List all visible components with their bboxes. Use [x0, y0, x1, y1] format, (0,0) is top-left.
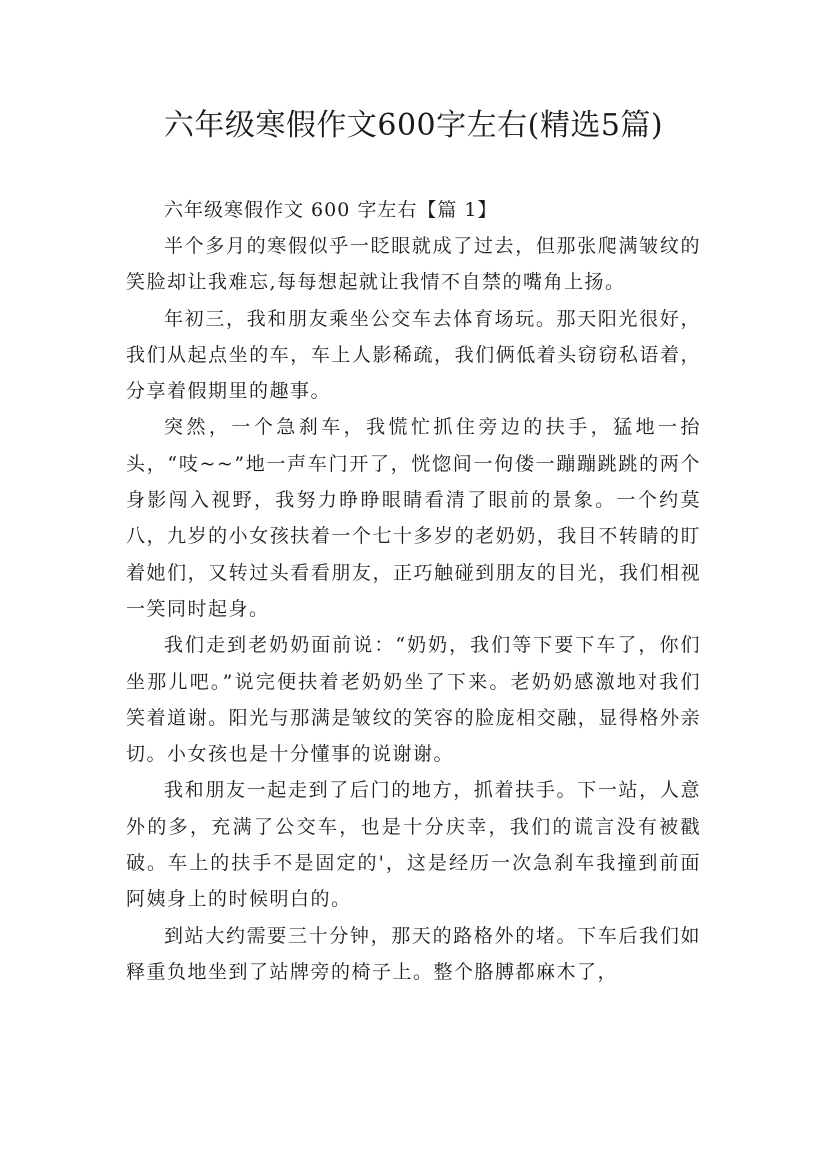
paragraph: 年初三，我和朋友乘坐公交车去体育场玩。那天阳光很好，我们从起点坐的车，车上人影稀疏，我们俩低着头窃窃私语着，分享着假期里的趣事。: [126, 307, 701, 403]
paragraph: 半个多月的寒假似乎一眨眼就成了过去，但那张爬满皱纹的笑脸却让我难忘,每每想起就让我情不自禁的嘴角上扬。: [126, 235, 701, 294]
paragraph: 突然，一个急刹车，我慌忙抓住旁边的扶手，猛地一抬头，“吱~~”地一声车门开了，恍惚间一佝偻一蹦蹦跳跳的两个身影闯入视野，我努力睁睁眼睛看清了眼前的景象。一个约莫八，九岁的小女孩扶着一个七十多岁的老奶奶，我目不转睛的盯着她们，又转过头看看朋友，正巧触碰到朋友的目光，我们相视一笑同时起身。: [126, 416, 701, 620]
section-heading: 六年级寒假作文 600 字左右【篇 1】: [164, 199, 498, 221]
paragraph: 我和朋友一起走到了后门的地方，抓着扶手。下一站，人意外的多，充满了公交车，也是十分庆幸，我们的谎言没有被戳破。车上的扶手不是固定的'，这是经历一次急刹车我撞到前面阿姨身上的时候明白的。: [126, 779, 701, 911]
article-body: [126, 192, 701, 990]
paragraph: 我们走到老奶奶面前说：“奶奶，我们等下要下车了，你们坐那儿吧。”说完便扶着老奶奶坐了下来。老奶奶感激地对我们笑着道谢。阳光与那满是皱纹的笑容的脸庞相交融，显得格外亲切。小女孩也是十分懂事的说谢谢。: [126, 634, 701, 766]
document-title: 六年级寒假作文600字左右(精选5篇): [163, 108, 664, 143]
paragraph: 到站大约需要三十分钟，那天的路格外的堵。下车后我们如释重负地坐到了站牌旁的椅子上。整个胳膊都麻木了，: [126, 924, 701, 983]
